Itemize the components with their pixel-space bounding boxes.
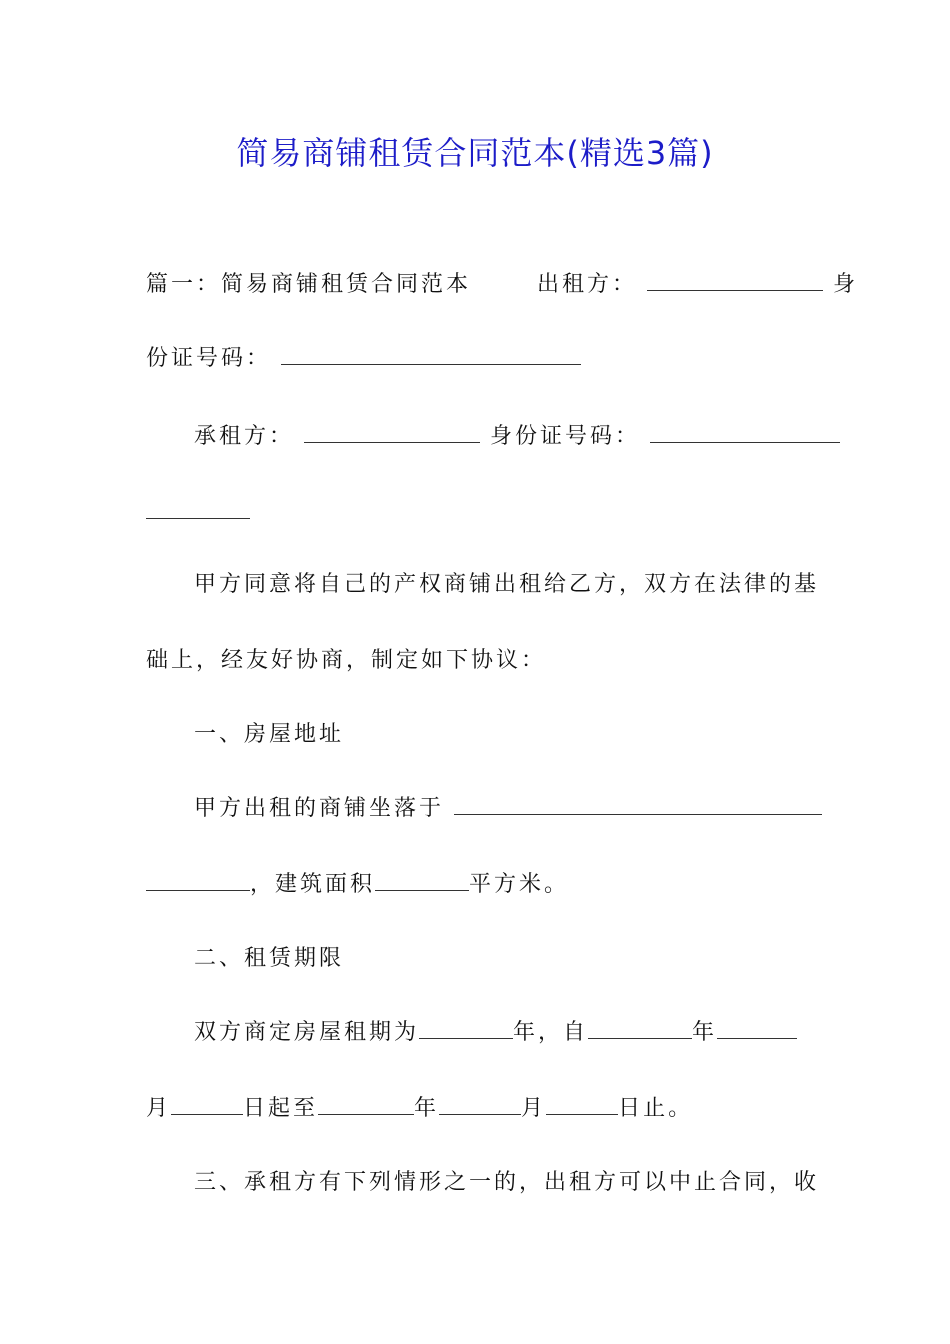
end-day-blank <box>546 1096 618 1115</box>
lessor-label: 出租方： <box>537 272 638 297</box>
address-blank <box>454 796 822 815</box>
id-label-part1: 身 <box>833 272 859 297</box>
contract-intro-line <box>146 270 859 300</box>
end-day-label: 日止。 <box>618 1096 694 1121</box>
end-year-blank <box>318 1096 414 1115</box>
lessee-name-blank <box>304 424 480 443</box>
address-line <box>194 794 806 824</box>
id-label-part2: 份证号码： <box>146 346 272 371</box>
lessor-id-line <box>146 344 806 374</box>
address-blank-2 <box>146 872 250 891</box>
lessee-label: 承租方： <box>194 424 295 449</box>
area-line <box>146 870 806 900</box>
start-month-blank <box>717 1020 797 1039</box>
end-month-blank <box>439 1096 521 1115</box>
term-label: 双方商定房屋租期为 <box>194 1020 420 1045</box>
term-line-2 <box>146 1094 806 1124</box>
end-month-label: 月 <box>521 1096 547 1121</box>
start-day-blank <box>171 1096 243 1115</box>
term-from-label: 年，自 <box>513 1020 589 1045</box>
end-year-label: 年 <box>414 1096 440 1121</box>
area-label: ，建筑面积 <box>250 872 376 897</box>
section-heading-address: 一、房屋地址 <box>194 722 345 747</box>
lessor-name-blank <box>647 272 823 291</box>
agreement-paragraph-line2: 础上，经友好协商，制定如下协议： <box>146 648 547 673</box>
lessee-id-label: 身份证号码： <box>490 424 641 449</box>
start-month-label: 月 <box>146 1096 172 1121</box>
lessor-id-blank <box>281 346 581 365</box>
years-blank <box>419 1020 513 1039</box>
until-label: 日起至 <box>243 1096 319 1121</box>
section-title: 篇一：简易商铺租赁合同范本 <box>146 272 472 297</box>
lessee-id-blank <box>650 424 840 443</box>
section-heading-term: 二、租赁期限 <box>194 946 345 971</box>
area-blank <box>375 872 469 891</box>
address-label: 甲方出租的商铺坐落于 <box>194 796 445 821</box>
document-title: 简易商铺租赁合同范本(精选3篇) <box>236 134 714 172</box>
section-three-line1: 三、承租方有下列情形之一的，出租方可以中止合同，收 <box>194 1170 820 1195</box>
start-year-blank <box>588 1020 692 1039</box>
lessee-id-continued <box>146 498 806 528</box>
area-unit: 平方米。 <box>469 872 570 897</box>
start-year-label: 年 <box>692 1020 718 1045</box>
lessee-id-blank-2 <box>146 500 250 519</box>
lessee-line <box>194 422 806 452</box>
term-line-1 <box>194 1018 806 1048</box>
agreement-paragraph-line1: 甲方同意将自己的产权商铺出租给乙方，双方在法律的基 <box>194 572 820 597</box>
